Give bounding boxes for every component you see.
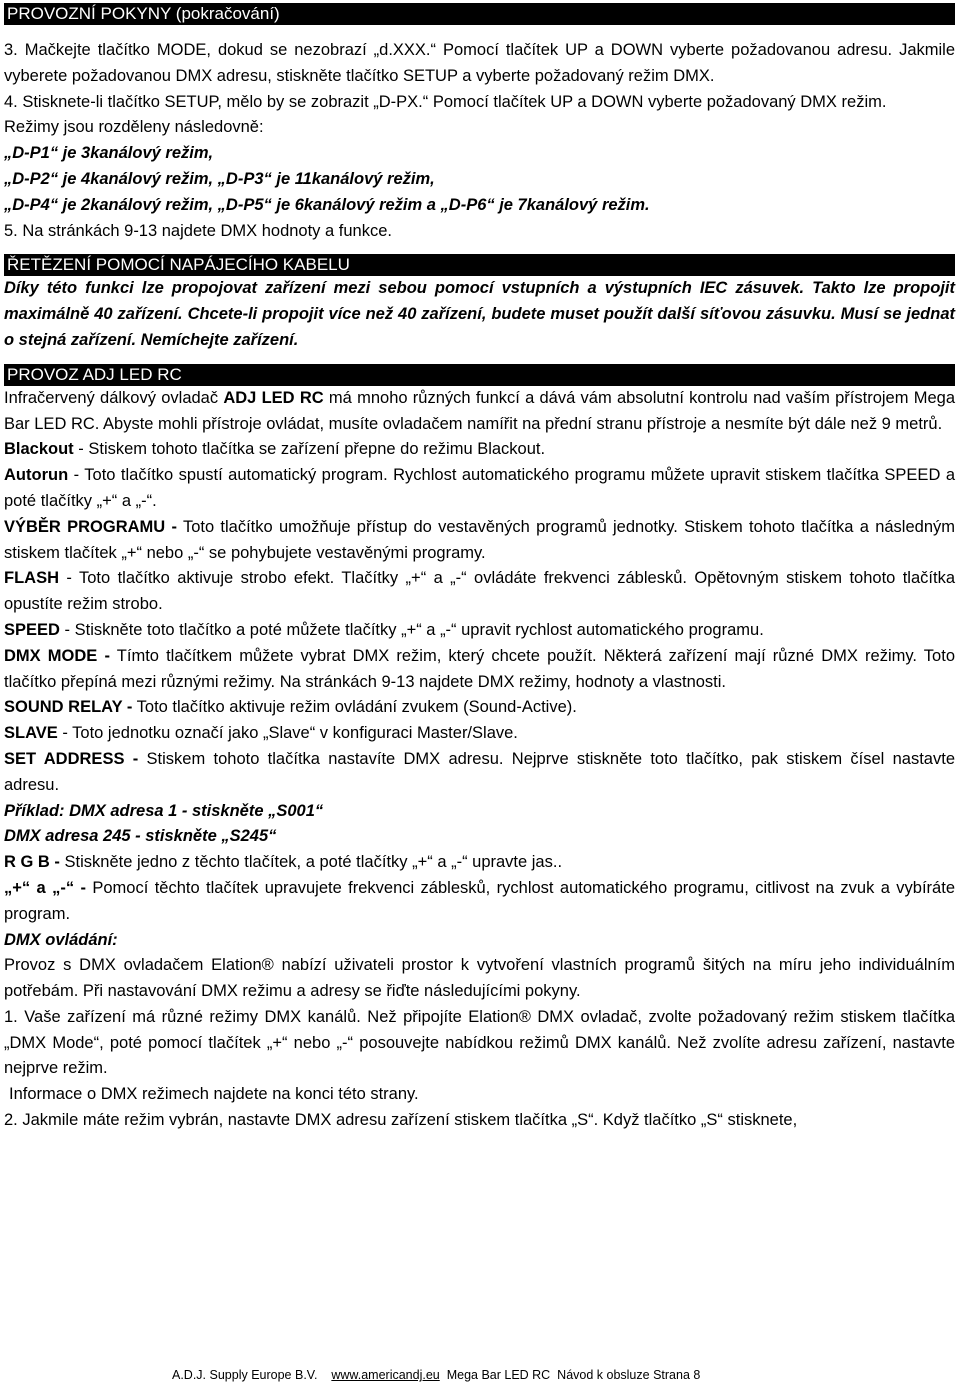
item-flash: FLASH - Toto tlačítko aktivuje strobo efekt. Tlačítky „+“ a „-“ ovládáte frekvenci záblesků. Opětovným stiskem tohoto tlačítka opustíte režim strobo. <box>4 569 955 614</box>
item-speed: SPEED - Stiskněte toto tlačítko a poté můžete tlačítky „+“ a „-“ upravit rychlost automatického programu. <box>4 620 764 639</box>
item-set-address: SET ADDRESS - Stiskem tohoto tlačítka nastavíte DMX adresu. Nejprve stiskněte toto tlačítko, pak stiskem čísel nastavte adresu. <box>4 749 955 794</box>
document-page <box>4 3 955 1134</box>
section-heading-operating-instructions: PROVOZNÍ POKYNY (pokračování) <box>4 3 955 25</box>
modes-intro: Režimy jsou rozděleny následovně: <box>4 118 264 137</box>
example-line-2: DMX adresa 245 - stiskněte „S245“ <box>4 827 277 846</box>
section-heading-power-linking: ŘETĚZENÍ POMOCÍ NAPÁJECÍHO KABELU <box>4 254 955 276</box>
dmx-step-1: 1. Vaše zařízení má různé režimy DMX kanálů. Než připojíte Elation® DMX ovladač, zvolte požadovaný režim stiskem tlačítka „DMX Mode“, poté pomocí tlačítek „+“ nebo „-“ posouvejte nabídkou režimů DMX kanálů. Než zvolíte adresu zařízení, nastavte nejprve režim. <box>4 1007 955 1078</box>
item-dmx-mode: DMX MODE - Tímto tlačítkem můžete vybrat DMX režim, který chcete použít. Některá zařízení mají různé DMX režimy. Toto tlačítko přepíná mezi různými režimy. Na stránkách 9-13 najdete DMX režimy, hodnoty a vlastnosti. <box>4 646 955 691</box>
dmx-control-text: Provoz s DMX ovladačem Elation® nabízí uživateli prostor k vytvoření vlastních programů šitých na míru jeho individuálním potřebám. Při nastavování DMX režimu a adresy se řiďte následujícími pokyny. <box>4 956 955 1001</box>
dmx-control-heading: DMX ovládání: <box>4 930 118 949</box>
footer-url[interactable]: www.americandj.eu <box>331 1368 440 1382</box>
footer-manual: Návod k obsluze <box>557 1368 650 1382</box>
mode-line-1: „D-P1“ je 3kanálový režim, <box>4 144 214 163</box>
mode-line-2: „D-P2“ je 4kanálový režim, „D-P3“ je 11kanálový režim, <box>4 169 435 188</box>
remote-intro: Infračervený dálkový ovladač ADJ LED RC má mnoho různých funkcí a dává vám absolutní kontrolu nad vaším přístrojem Mega Bar LED RC. Abyste mohli přístroje ovládat, musíte ovladačem namířit na přední stranu přístroje a nesmíte být dále než 9 metrů. <box>4 388 955 433</box>
section-heading-remote-operation: PROVOZ ADJ LED RC <box>4 364 955 386</box>
example-line-1: Příklad: DMX adresa 1 - stiskněte „S001“ <box>4 801 324 820</box>
power-linking-text: Díky této funkci lze propojovat zařízení mezi sebou pomocí vstupních a výstupních IEC zásuvek. Takto lze propojit maximálně 40 zařízení. Chcete-li propojit více než 40 zařízení, budete muset použít další síťovou zásuvku. Musí se jednat o stejná zařízení. Nemíchejte zařízení. <box>4 279 955 349</box>
item-autorun: Autorun - Toto tlačítko spustí automatický program. Rychlost automatického programu můžete upravit stiskem tlačítka SPEED a poté tlačítky „+“ a „-“. <box>4 466 955 510</box>
dmx-step-2: 2. Jakmile máte režim vybrán, nastavte DMX adresu zařízení stiskem tlačítka „S“. Když tlačítko „S“ stisknete, <box>4 1111 798 1130</box>
step-5-text: 5. Na stránkách 9-13 najdete DMX hodnoty a funkce. <box>4 221 392 240</box>
footer-company: A.D.J. Supply Europe B.V. <box>172 1368 318 1382</box>
footer-product: Mega Bar LED RC <box>446 1368 551 1382</box>
item-blackout: Blackout - Stiskem tohoto tlačítka se zařízení přepne do režimu Blackout. <box>4 440 546 459</box>
item-sound-relay: SOUND RELAY - Toto tlačítko aktivuje režim ovládání zvukem (Sound-Active). <box>4 698 577 717</box>
footer-page: Strana 8 <box>653 1368 701 1382</box>
item-rgb: R G B - Stiskněte jedno z těchto tlačítek, a poté tlačítky „+“ a „-“ upravte jas.. <box>4 853 563 872</box>
item-plus-minus: „+“ a „-“ - Pomocí těchto tlačítek upravujete frekvenci záblesků, rychlost automatického programu, citlivost na zvuk a vybíráte program. <box>4 878 955 923</box>
mode-line-3: „D-P4“ je 2kanálový režim, „D-P5“ je 6kanálový režim a „D-P6“ je 7kanálový režim. <box>4 195 650 214</box>
page-footer <box>172 1367 700 1383</box>
dmx-info: Informace o DMX režimech najdete na konci této strany. <box>9 1085 419 1104</box>
step-3-text: 3. Mačkejte tlačítko MODE, dokud se nezobrazí „d.XXX.“ Pomocí tlačítek UP a DOWN vyberte požadovanou adresu. Jakmile vyberete požadovanou DMX adresu, stiskněte tlačítko SETUP a vyberte požadovaný režim DMX. <box>4 41 955 85</box>
item-slave: SLAVE - Toto jednotku označí jako „Slave“ v konfiguraci Master/Slave. <box>4 724 518 743</box>
item-program-select: VÝBĚR PROGRAMU - Toto tlačítko umožňuje přístup do vestavěných programů jednotky. Stiskem tohoto tlačítka a následným stiskem tlačítek „+“ nebo „-“ se pohybujete vestavěnými programy. <box>4 517 955 562</box>
step-4-text: 4. Stisknete-li tlačítko SETUP, mělo by se zobrazit „D-PX.“ Pomocí tlačítek UP a DOWN vyberte požadovaný DMX režim. <box>4 92 887 111</box>
